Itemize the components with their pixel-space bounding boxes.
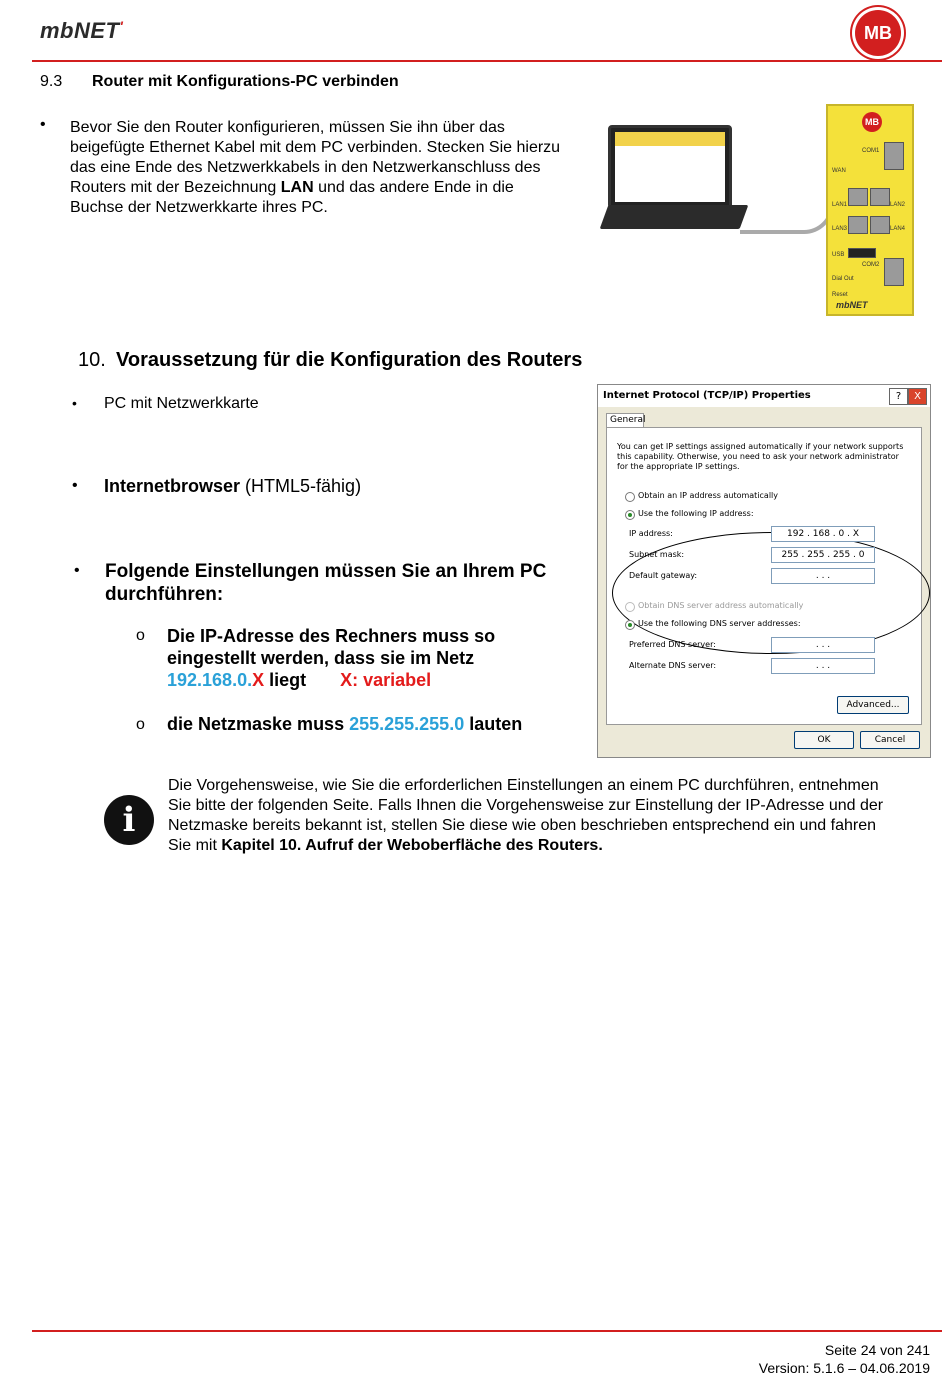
dialog-title: Internet Protocol (TCP/IP) Properties — [598, 385, 930, 407]
router-label: LAN3 — [832, 226, 848, 232]
router-image — [826, 104, 914, 316]
tab-general[interactable]: General — [606, 413, 644, 427]
ok-button[interactable]: OK — [794, 731, 854, 749]
lan-port — [848, 216, 868, 234]
logo-mark: ' — [119, 18, 124, 34]
version-info: Version: 5.1.6 – 04.06.2019 — [758, 1360, 930, 1376]
ethernet-cable — [740, 190, 834, 234]
sub-bullet-icon: o — [136, 716, 145, 733]
lan-port — [870, 188, 890, 206]
info-note: Die Vorgehensweise, wie Sie die erforderlichen Einstellungen an einem PC durchführen, entnehmen Sie bitte der folgenden Seite. Falls Ihnen die Vorgehensweise zur Einstellung der IP-Adresse und der Netzmaske bereits bekannt ist, stellen Sie diese wie oben beschrieben entsprechend ein und fahren Sie mit Kapitel 10. Aufruf der Weboberfläche des Routers. — [168, 777, 884, 854]
preferred-dns-label: Preferred DNS server: — [629, 640, 716, 649]
help-button[interactable]: ? — [889, 388, 908, 405]
header-rule — [32, 60, 942, 62]
radio-auto-dns[interactable] — [625, 602, 635, 612]
bullet-icon: • — [72, 477, 78, 494]
com1-port — [884, 142, 904, 170]
close-button[interactable]: X — [908, 388, 927, 405]
label-manual-dns: Use the following DNS server addresses: — [638, 619, 801, 628]
router-label: LAN2 — [890, 202, 906, 208]
router-label: WAN — [832, 168, 846, 174]
ip-address-field[interactable]: 192 . 168 . 0 . X — [771, 526, 875, 542]
alternate-dns-label: Alternate DNS server: — [629, 661, 717, 670]
label-manual-ip: Use the following IP address: — [638, 509, 754, 518]
mb-badge-logo: MB — [855, 10, 901, 56]
laptop-image — [608, 125, 732, 209]
gateway-label: Default gateway: — [629, 571, 698, 580]
sub-bullet-icon: o — [136, 627, 145, 644]
router-label: Dial Out — [832, 276, 854, 282]
chapter-number: 10. — [78, 349, 106, 371]
requirement-settings: Folgende Einstellungen müssen Sie an Ihrem PC durchführen: — [105, 561, 547, 605]
cancel-button[interactable]: Cancel — [860, 731, 920, 749]
gateway-field[interactable]: . . . — [771, 568, 875, 584]
router-label: LAN4 — [890, 226, 906, 232]
label-auto-dns: Obtain DNS server address automatically — [638, 601, 804, 610]
label-auto-ip: Obtain an IP address automatically — [638, 491, 779, 500]
section-title: Router mit Konfigurations-PC verbinden — [92, 73, 399, 90]
radio-auto-ip[interactable] — [625, 492, 635, 502]
ip-address-label: IP address: — [629, 529, 673, 538]
page-number: Seite 24 von 241 — [824, 1342, 930, 1358]
router-label: USB — [832, 252, 845, 258]
subnet-mask-field[interactable]: 255 . 255 . 255 . 0 — [771, 547, 875, 563]
com2-port — [884, 258, 904, 286]
dialog-intro: You can get IP settings assigned automatically if your network supports this capability. Otherwise, you need to ask your network administrator for the appropriate IP settings. — [617, 442, 904, 471]
info-icon: i — [104, 795, 154, 845]
mask-requirement: die Netzmaske muss 255.255.255.0 lauten — [167, 714, 523, 734]
router-label: LAN1 — [832, 202, 848, 208]
chapter-title: Voraussetzung für die Konfiguration des Routers — [116, 349, 583, 371]
ip-requirement: Die IP-Adresse des Rechners muss so eingestellt werden, dass sie im Netz 192.168.0.X liegt X: variabel — [167, 626, 496, 690]
preferred-dns-field[interactable]: . . . — [771, 637, 875, 653]
router-label: COM1 — [862, 148, 880, 154]
bullet-icon: • — [74, 562, 80, 579]
router-label: Reset — [832, 292, 848, 298]
bullet-icon: • — [40, 116, 46, 133]
bullet-icon: • — [72, 395, 77, 411]
lan-port — [848, 188, 868, 206]
router-mb-logo: MB — [862, 112, 882, 132]
footer-rule — [32, 1330, 942, 1332]
section-paragraph: Bevor Sie den Router konfigurieren, müssen Sie ihn über das beigefügte Ethernet Kabel mit dem PC verbinden. Stecken Sie hierzu das eine Ende des Netzwerkkabels in den Netzwerkanschluss des Routers mit der Bezeichnung LAN und das andere Ende in die Buchse der Netzwerkkarte ihres PC. — [70, 119, 561, 216]
radio-manual-dns[interactable] — [625, 620, 635, 630]
dialog-panel — [606, 427, 922, 725]
advanced-button[interactable]: Advanced... — [837, 696, 909, 714]
alternate-dns-field[interactable]: . . . — [771, 658, 875, 674]
laptop-keyboard — [600, 205, 749, 229]
requirement-browser: Internetbrowser (HTML5-fähig) — [104, 476, 362, 496]
section-number: 9.3 — [40, 73, 63, 90]
subnet-mask-label: Subnet mask: — [629, 550, 685, 559]
requirement-pc: PC mit Netzwerkkarte — [104, 395, 259, 412]
router-brand: mbNET — [836, 300, 868, 310]
tcpip-properties-dialog — [597, 384, 931, 758]
radio-manual-ip[interactable] — [625, 510, 635, 520]
lan-port — [870, 216, 890, 234]
mbnet-logo: mbNET' — [40, 18, 124, 43]
router-label: COM2 — [862, 262, 880, 268]
usb-port — [848, 248, 876, 258]
